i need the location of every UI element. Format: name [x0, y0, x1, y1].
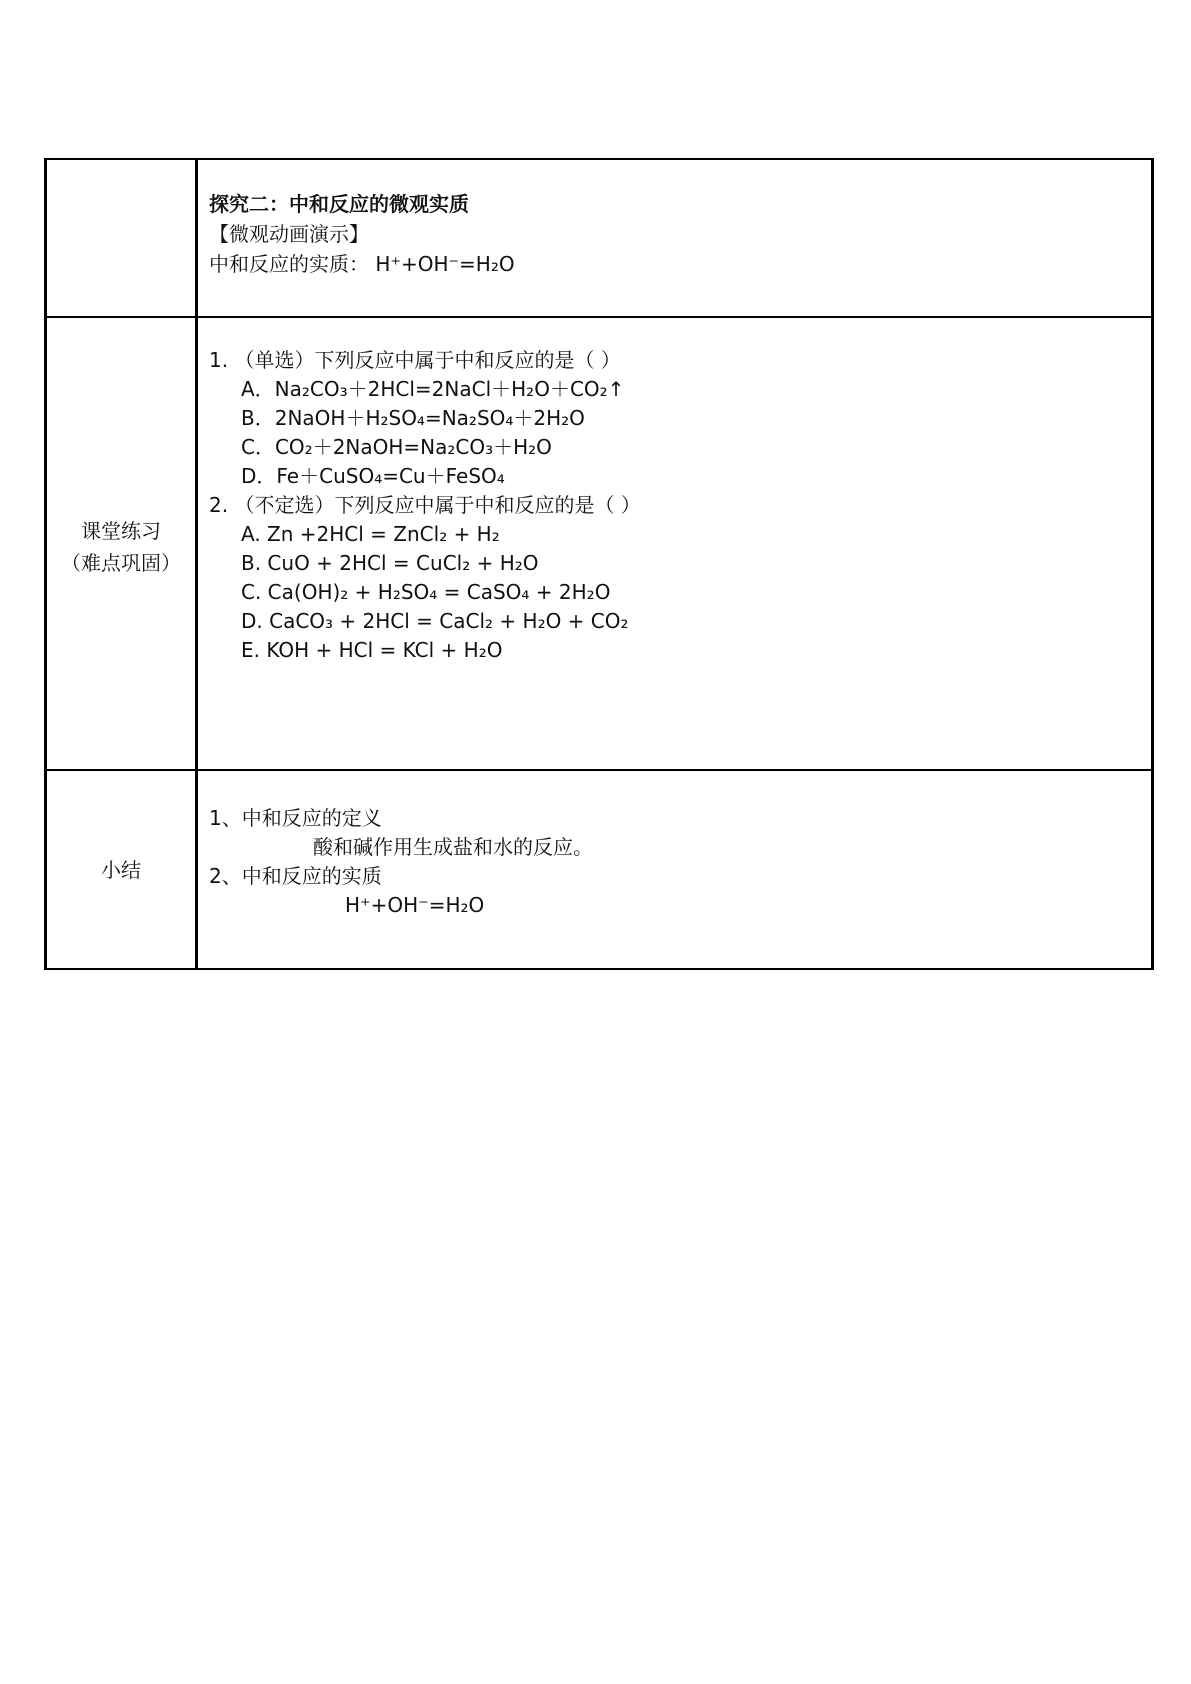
row-divider	[47, 769, 1151, 771]
section-heading: 探究二：中和反应的微观实质	[209, 192, 469, 216]
question-1: 1. （单选）下列反应中属于中和反应的是（ ）	[209, 348, 621, 372]
summary-item-2: 2、中和反应的实质	[209, 864, 382, 888]
option-1a: A．Na₂CO₃＋2HCl=2NaCl＋H₂O＋CO₂↑	[241, 377, 625, 401]
summary-label: 小结	[101, 858, 141, 882]
row-divider	[47, 316, 1151, 318]
practice-label	[47, 515, 195, 579]
summary-definition: 酸和碱作用生成盐和水的反应。	[313, 835, 593, 859]
option-1c: C．CO₂＋2NaOH=Na₂CO₃＋H₂O	[241, 435, 552, 459]
option-2c: C. Ca(OH)₂ + H₂SO₄ = CaSO₄ + 2H₂O	[241, 580, 611, 604]
option-2a: A. Zn +2HCl = ZnCl₂ + H₂	[241, 522, 500, 546]
option-2e: E. KOH + HCl = KCl + H₂O	[241, 638, 503, 662]
lesson-table	[44, 158, 1154, 970]
option-1b: B．2NaOH＋H₂SO₄=Na₂SO₄＋2H₂O	[241, 406, 585, 430]
column-divider	[195, 160, 198, 968]
essence-statement: 中和反应的实质： H⁺+OH⁻=H₂O	[209, 252, 515, 276]
practice-label-line2: （难点巩固）	[61, 551, 181, 575]
option-2b: B. CuO + 2HCl = CuCl₂ + H₂O	[241, 551, 539, 575]
option-2d: D. CaCO₃ + 2HCl = CaCl₂ + H₂O + CO₂	[241, 609, 629, 633]
question-2: 2. （不定选）下列反应中属于中和反应的是（ ）	[209, 493, 641, 517]
animation-demo-label: 【微观动画演示】	[209, 222, 369, 246]
practice-label-line1: 课堂练习	[81, 519, 161, 543]
summary-essence: H⁺+OH⁻=H₂O	[345, 893, 485, 917]
summary-item-1: 1、中和反应的定义	[209, 806, 382, 830]
option-1d: D．Fe＋CuSO₄=Cu＋FeSO₄	[241, 464, 505, 488]
